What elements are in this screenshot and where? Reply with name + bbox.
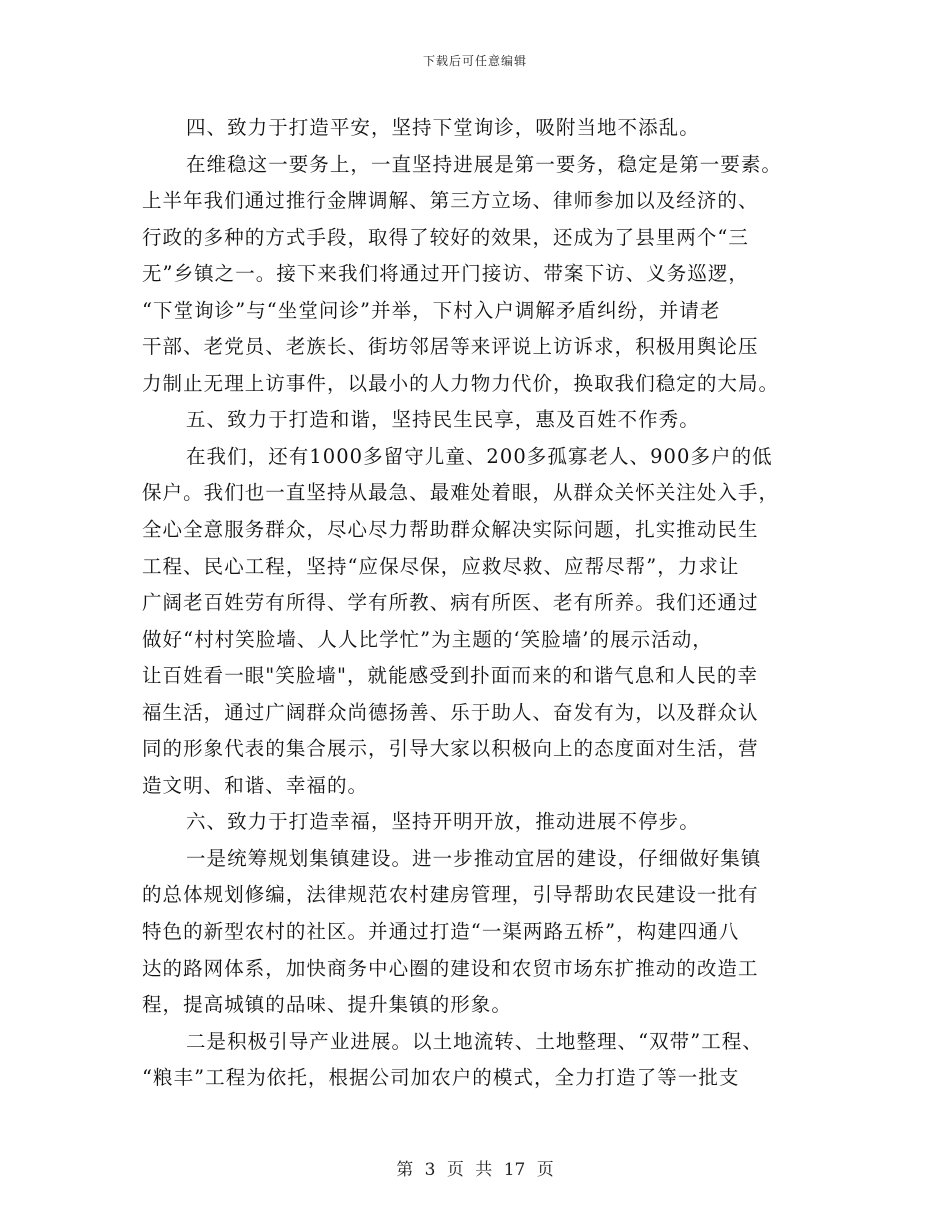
paragraph-line: 造文明、和谐、幸福的。 [142,773,369,797]
paragraph-line: 做好“村村笑脸墙、人人比学忙”为主题的‘笑脸墙’的展示活动， [142,627,713,651]
document-body [142,110,822,1097]
page-header-note: 下载后可任意编辑 [422,54,527,68]
paragraph-line: 全心全意服务群众，尽心尽力帮助群众解决实际问题，扎实推动民生 [142,518,759,542]
paragraph-line: 保户。我们也一直坚持从最急、最难处着眼，从群众关怀关注处入手， [142,481,780,505]
section-heading: 六、致力于打造幸福，坚持开明开放，推动进展不停步。 [186,810,700,834]
paragraph-line: “粮丰”工程为依托，根据公司加农户的模式，全力打造了等一批支 [142,1066,740,1090]
section-heading: 四、致力于打造平安，坚持下堂询诊，吸附当地不添乱。 [186,116,700,139]
paragraph-line: 在维稳这一要务上，一直坚持进展是第一要务，稳定是第一要素。 [186,152,782,176]
paragraph-line: 行政的多种的方式手段，取得了较好的效果，还成为了县里两个“三 [142,225,749,249]
paragraph-line: 达的路网体系，加快商务中心圈的建设和农贸市场东扩推动的改造工 [142,956,759,980]
paragraph-line: “下堂询诊”与“坐堂问诊”并举，下村入户调解矛盾纠纷，并请老 [142,298,721,322]
paragraph-line: 让百姓看一眼"笑脸墙"，就能感受到扑面而来的和谐气息和人民的幸 [142,664,758,688]
paragraph-line: 一是统筹规划集镇建设。进一步推动宜居的建设，仔细做好集镇 [186,846,762,870]
paragraph-line: 干部、老党员、老族长、街坊邻居等来评说上访诉求，积极用舆论压 [142,335,759,359]
paragraph-line: 特色的新型农村的社区。并通过打造“一渠两路五桥”，构建四通八 [142,920,740,944]
page-number-footer: 第 3 页 共 17 页 [396,1160,554,1180]
paragraph-line: 广阔老百姓劳有所得、学有所教、病有所医、老有所养。我们还通过 [142,591,759,615]
paragraph-line: 同的形象代表的集合展示，引导大家以积极向上的态度面对生活，营 [142,737,759,761]
paragraph-line: 工程、民心工程，坚持“应保尽保，应救尽救、应帮尽帮”，力求让 [142,554,740,578]
paragraph-line: 的总体规划修编，法律规范农村建房管理，引导帮助农民建设一批有 [142,883,759,907]
paragraph-line: 在我们，还有1000多留守儿童、200多孤寡老人、900多户的低 [186,444,773,468]
paragraph-line: 程，提高城镇的品味、提升集镇的形象。 [142,993,512,1017]
paragraph-line: 福生活，通过广阔群众尚德扬善、乐于助人、奋发有为，以及群众认 [142,700,759,724]
section-heading: 五、致力于打造和谐，坚持民生民享，惠及百姓不作秀。 [186,408,700,432]
paragraph-line: 二是积极引导产业进展。以土地流转、土地整理、“双带”工程、 [186,1029,763,1053]
paragraph-line: 力制止无理上访事件，以最小的人力物力代价，换取我们稳定的大局。 [142,371,780,395]
paragraph-line: 无”乡镇之一。接下来我们将通过开门接访、带案下访、义务巡逻， [142,262,749,286]
paragraph-line: 上半年我们通过推行金牌调解、第三方立场、律师参加以及经济的、 [142,189,759,213]
